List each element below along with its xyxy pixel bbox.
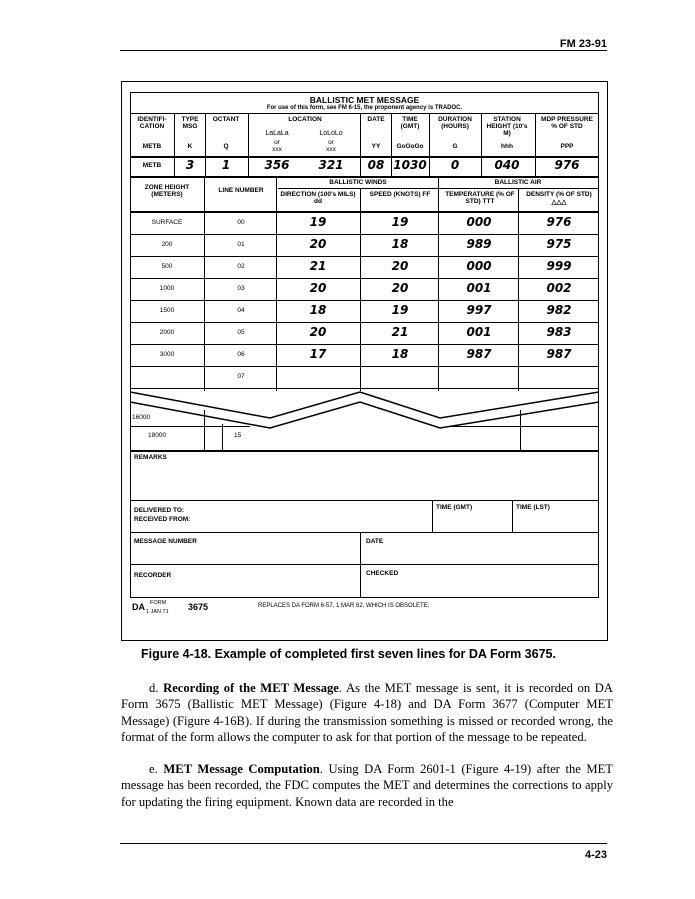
speed-cell: 21 bbox=[391, 325, 409, 339]
col-speed: SPEED (KNOTS) FF bbox=[369, 191, 431, 198]
code-octant: Q bbox=[223, 143, 229, 150]
code-longitude: LoLoLo bbox=[319, 130, 343, 137]
direction-cell: 17 bbox=[309, 347, 327, 361]
entry-time: 1030 bbox=[393, 158, 427, 172]
entry-ident: METB bbox=[142, 162, 162, 169]
line-number-cell: 04 bbox=[237, 307, 245, 314]
direction-cell: 20 bbox=[309, 325, 327, 339]
code-duration: G bbox=[452, 143, 458, 150]
col-zone-height: ZONE HEIGHT (METERS) bbox=[144, 184, 190, 198]
density-cell: 983 bbox=[546, 325, 572, 339]
time-gmt-label: TIME (GMT) bbox=[436, 504, 473, 511]
para-d-text: . As the MET message is sent, it is recorded on DA Form 3675 (Ballistic MET Message) (Figure 4-18) and DA Form 3677 (Computer MET Message) (Figure 4-16B). If during the transmission something is missed or recorded wrong, the format of the form allows the computer to ask for that portion of the message to be repeated. bbox=[121, 681, 613, 745]
temperature-cell: 000 bbox=[466, 215, 492, 229]
zone-height-cell: 2000 bbox=[159, 329, 175, 336]
ballistic-air-heading: BALLISTIC AIR bbox=[494, 179, 542, 186]
direction-cell: 20 bbox=[309, 281, 327, 295]
line-number-cell: 03 bbox=[237, 285, 245, 292]
paragraph-d bbox=[121, 680, 613, 746]
col-mdp-pressure: MDP PRESSURE % OF STD bbox=[541, 116, 593, 130]
direction-cell: 21 bbox=[309, 259, 327, 273]
col-type-msg: TYPE MSG bbox=[181, 116, 199, 130]
recorder-label: RECORDER bbox=[134, 572, 172, 579]
density-cell: 002 bbox=[546, 281, 572, 295]
density-cell: 976 bbox=[546, 215, 572, 229]
zone-height-cell: 1500 bbox=[159, 307, 175, 314]
figure-frame bbox=[121, 81, 608, 641]
figure-caption: Figure 4-18. Example of completed first seven lines for DA Form 3675. bbox=[141, 647, 556, 661]
speed-cell: 19 bbox=[391, 303, 409, 317]
code-ident: METB bbox=[142, 143, 162, 150]
code-type: K bbox=[187, 143, 193, 150]
temperature-cell: 001 bbox=[466, 325, 492, 339]
density-cell: 982 bbox=[546, 303, 572, 317]
density-cell: 999 bbox=[546, 259, 572, 273]
code-time: GoGoGo bbox=[396, 143, 424, 150]
direction-cell: 20 bbox=[309, 237, 327, 251]
time-lst-label: TIME (LST) bbox=[516, 504, 550, 511]
col-station-height: STATION HEIGHT (10's M) bbox=[486, 116, 528, 137]
para-e-heading: MET Message Computation bbox=[163, 762, 320, 776]
da-label: DA bbox=[132, 602, 145, 612]
direction-cell: 19 bbox=[309, 215, 327, 229]
zone-height-cell: 200 bbox=[161, 241, 173, 248]
replaces-note: REPLACES DA FORM 6-57, 1 MAR 62, WHICH IS OBSOLETE. bbox=[258, 603, 430, 609]
line-number-cell: 06 bbox=[237, 351, 245, 358]
code-station: hhh bbox=[501, 143, 513, 150]
running-header: FM 23-91 bbox=[559, 38, 607, 50]
para-d-label: d. bbox=[149, 681, 159, 695]
entry-mdp: 976 bbox=[554, 158, 580, 172]
col-location: LOCATION bbox=[288, 116, 322, 123]
speed-cell: 18 bbox=[391, 347, 409, 361]
date-label: DATE bbox=[366, 538, 384, 545]
temperature-cell: 997 bbox=[466, 303, 492, 317]
form-title: BALLISTIC MET MESSAGE bbox=[309, 95, 420, 105]
speed-cell: 20 bbox=[391, 281, 409, 295]
para-d-heading: Recording of the MET Message bbox=[163, 681, 339, 695]
speed-cell: 18 bbox=[391, 237, 409, 251]
row-divider bbox=[130, 366, 599, 367]
line-number-cell: 00 bbox=[237, 219, 245, 226]
density-cell: 987 bbox=[546, 347, 572, 361]
row-divider bbox=[130, 278, 599, 279]
form-label: FORM bbox=[150, 600, 167, 606]
cut-line-15: 15 bbox=[234, 432, 242, 439]
zone-height-cell: SURFACE bbox=[151, 219, 183, 226]
col-identification: IDENTIFI-CATION bbox=[137, 116, 167, 130]
remarks-label: REMARKS bbox=[134, 454, 167, 461]
delivered-received-label: DELIVERED TO: RECEIVED FROM: bbox=[134, 507, 191, 523]
ballistic-winds-heading: BALLISTIC WINDS bbox=[329, 179, 387, 186]
entry-type: 3 bbox=[185, 158, 195, 172]
density-cell: 975 bbox=[546, 237, 572, 251]
cut-zone-18000: 18000 bbox=[148, 432, 167, 439]
temperature-cell: 001 bbox=[466, 281, 492, 295]
row-divider bbox=[130, 300, 599, 301]
checked-label: CHECKED bbox=[366, 570, 399, 577]
line-number-cell: 05 bbox=[237, 329, 245, 336]
col-density: DENSITY (% OF STD) △△△ bbox=[526, 191, 592, 206]
zone-height-cell: 3000 bbox=[159, 351, 175, 358]
code-latitude: LaLaLa bbox=[265, 130, 289, 137]
entry-octant: 1 bbox=[221, 158, 231, 172]
entry-latitude: 356 bbox=[264, 158, 290, 172]
col-direction: DIRECTION (100's MILS) dd bbox=[280, 191, 356, 205]
row-divider bbox=[130, 256, 599, 257]
entry-duration: 0 bbox=[450, 158, 460, 172]
code-or-1: or bbox=[274, 139, 280, 146]
speed-cell: 19 bbox=[391, 215, 409, 229]
col-temperature: TEMPERATURE (% OF STD) TTT bbox=[445, 191, 515, 205]
code-date: YY bbox=[371, 143, 381, 150]
line-number-cell: 02 bbox=[237, 263, 245, 270]
form-date: 1 JAN 71 bbox=[146, 609, 169, 615]
col-date: DATE bbox=[367, 116, 385, 123]
line-number-cell: 01 bbox=[237, 241, 245, 248]
row-divider bbox=[130, 322, 599, 323]
para-e-label: e. bbox=[149, 762, 158, 776]
col-duration: DURATION (HOURS) bbox=[438, 116, 472, 130]
line-number-cell: 07 bbox=[237, 373, 245, 380]
code-or-2: or bbox=[328, 139, 334, 146]
cut-zone-16000: 16000 bbox=[132, 414, 151, 421]
col-line-number: LINE NUMBER bbox=[218, 187, 264, 194]
header-rule bbox=[120, 50, 607, 51]
code-xxx-1: xxx bbox=[272, 146, 282, 153]
form-subtitle: For use of this form, see FM 6-15, the proponent agency is TRADOC. bbox=[266, 105, 463, 111]
col-time: TIME (GMT) bbox=[400, 116, 420, 130]
footer-rule bbox=[120, 843, 607, 844]
direction-cell: 18 bbox=[309, 303, 327, 317]
speed-cell: 20 bbox=[391, 259, 409, 273]
entry-longitude: 321 bbox=[318, 158, 344, 172]
row-divider bbox=[130, 344, 599, 345]
entry-date: 08 bbox=[367, 158, 385, 172]
zone-height-cell: 500 bbox=[161, 263, 173, 270]
temperature-cell: 000 bbox=[466, 259, 492, 273]
da-form-3675 bbox=[130, 92, 599, 615]
page-number: 4-23 bbox=[584, 849, 607, 861]
form-number: 3675 bbox=[188, 602, 209, 612]
temperature-cell: 989 bbox=[466, 237, 492, 251]
para-e-text: . Using DA Form 2601-1 (Figure 4-19) after the MET message has been recorded, the FDC computes the MET and determines the corrections to apply for updating the firing equipment. Known data are recorded in the bbox=[121, 762, 613, 809]
temperature-cell: 987 bbox=[466, 347, 492, 361]
entry-station: 040 bbox=[494, 158, 520, 172]
code-xxx-2: xxx bbox=[326, 146, 336, 153]
code-mdp: PPP bbox=[560, 143, 574, 150]
col-octant: OCTANT bbox=[212, 116, 240, 123]
zone-height-cell: 1000 bbox=[159, 285, 175, 292]
break-zigzag bbox=[130, 388, 599, 438]
row-divider bbox=[130, 234, 599, 235]
message-number-label: MESSAGE NUMBER bbox=[134, 538, 197, 545]
paragraph-e bbox=[121, 761, 613, 810]
